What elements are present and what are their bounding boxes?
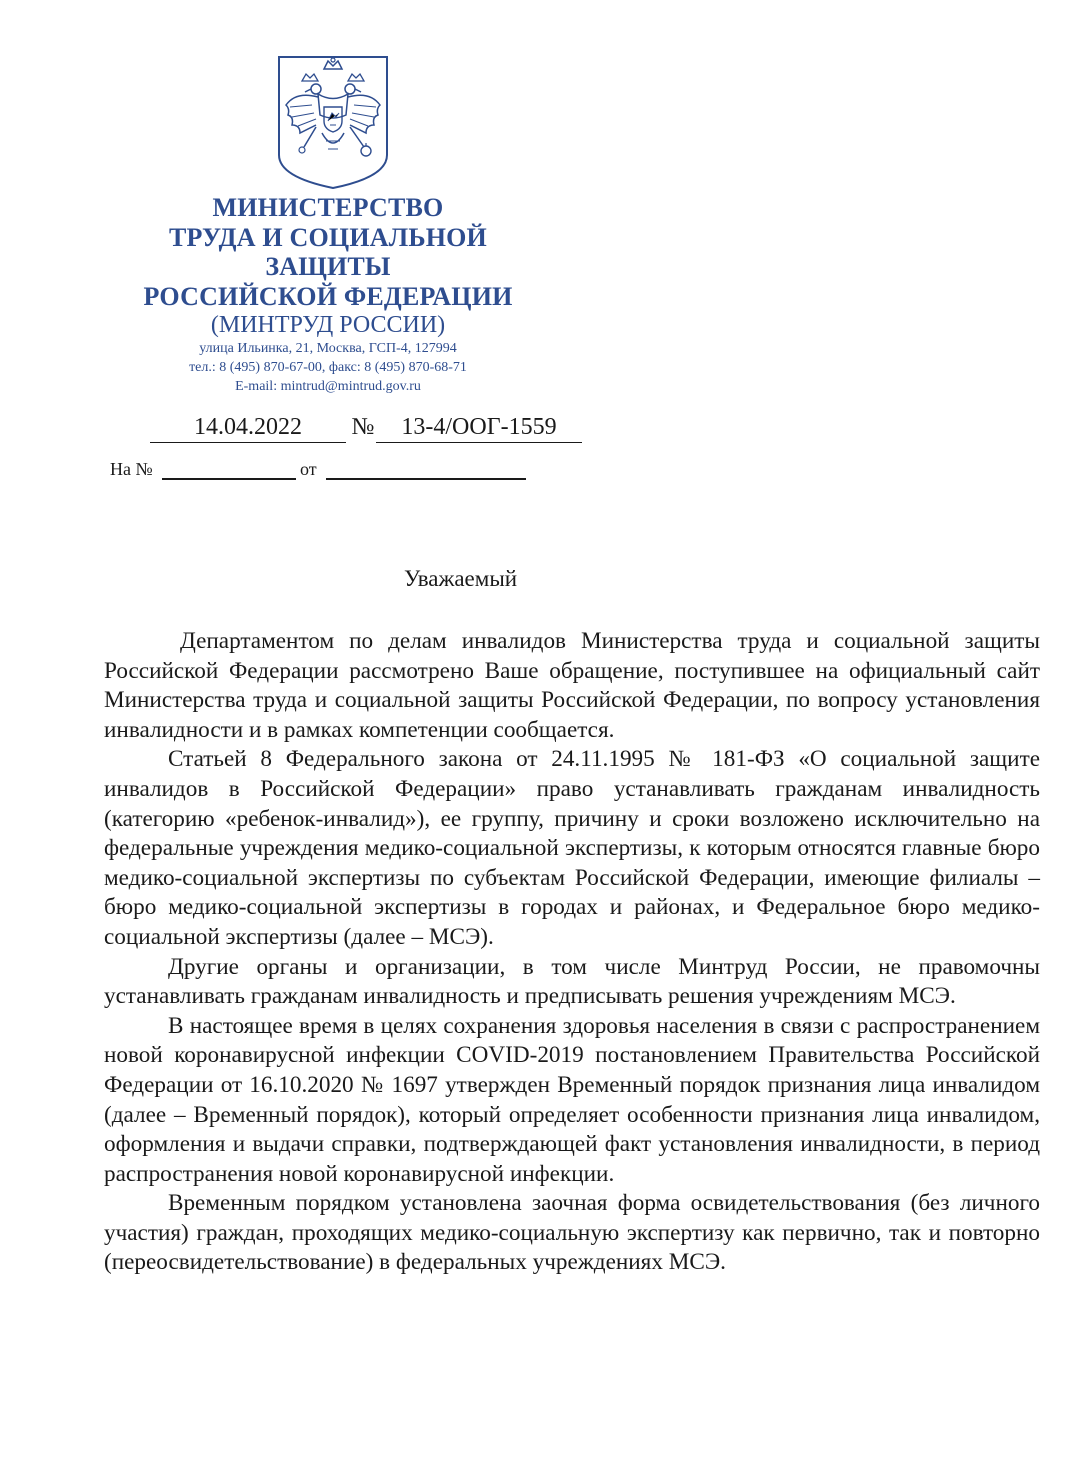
ministry-header <box>118 193 538 396</box>
letter-date: 14.04.2022 <box>150 412 346 443</box>
ministry-email: E-mail: mintrud@mintrud.gov.ru <box>235 379 421 394</box>
letter-body <box>104 627 1040 1278</box>
russian-coat-of-arms-icon <box>276 55 390 191</box>
body-paragraph: Другие органы и организации, в том числе Минтруд России, не правомочны устанавливать гражданам инвалидность и предписывать решения учреждениям МСЭ. <box>104 953 1040 1010</box>
ministry-name-line-3: ЗАЩИТЫ <box>265 252 391 281</box>
reference-number-label: На № <box>110 459 153 479</box>
ministry-name-line-2: ТРУДА И СОЦИАЛЬНОЙ <box>169 222 487 252</box>
letter-number: 13-4/ООГ-1559 <box>376 412 582 443</box>
body-paragraph: Департаментом по делам инвалидов Министерства труда и социальной защиты Российской Федерации рассмотрено Ваше обращение, поступившее на официальный сайт Министерства труда и социальной защиты Российской Федерации, по вопросу установления инвалидности и в рамках компетенции сообщается. <box>104 628 1040 743</box>
number-sign: № <box>351 414 375 440</box>
greeting: Уважаемый <box>404 566 518 591</box>
registration-line <box>150 412 582 444</box>
body-paragraph: Статьей 8 Федерального закона от 24.11.1995 № 181-ФЗ «О социальной защите инвалидов в Российской Федерации» право устанавливать гражданам инвалидность (категорию «ребенок-инвалид»), ее группу, причину и сроки возложено исключительно на федеральные учреждения медико-социальной экспертизы, к которым относятся главные бюро медико-социальной экспертизы по субъектам Российской Федерации, имеющие филиалы – бюро медико-социальной экспертизы в городах и районах, и Федеральное бюро медико-социальной экспертизы (далее – МСЭ). <box>104 746 1040 950</box>
body-paragraph: Временным порядком установлена заочная форма освидетельствования (без личного участия) граждан, проходящих медико-социальную экспертизу как первично, так и повторно (переосвидетельствование) в федеральных учреждениях МСЭ. <box>104 1190 1040 1276</box>
ministry-name-line-1: МИНИСТЕРСТВО <box>212 193 444 222</box>
reference-date-blank <box>326 478 526 480</box>
ministry-name-line-4: РОССИЙСКОЙ ФЕДЕРАЦИИ <box>143 281 513 311</box>
reference-number-blank <box>162 478 296 480</box>
body-paragraph: В настоящее время в целях сохранения здоровья населения в связи с распространением новой коронавирусной инфекции COVID-2019 постановлением Правительства Российской Федерации от 16.10.2020 № 1697 утвержден Временный порядок признания лица инвалидом (далее – Временный порядок), который определяет особенности признания лица инвалидом, оформления и выдачи справки, подтверждающей факт установления инвалидности, в период распространения новой коронавирусной инфекции. <box>104 1012 1040 1187</box>
coat-of-arms-emblem <box>276 55 390 191</box>
reference-line <box>110 456 530 484</box>
ministry-phone-fax: тел.: 8 (495) 870-67-00, факс: 8 (495) 870-68-71 <box>189 360 467 375</box>
reference-date-label: от <box>300 459 317 479</box>
ministry-short-name: (МИНТРУД РОССИИ) <box>210 312 446 338</box>
ministry-address: улица Ильинка, 21, Москва, ГСП-4, 127994 <box>199 341 457 356</box>
